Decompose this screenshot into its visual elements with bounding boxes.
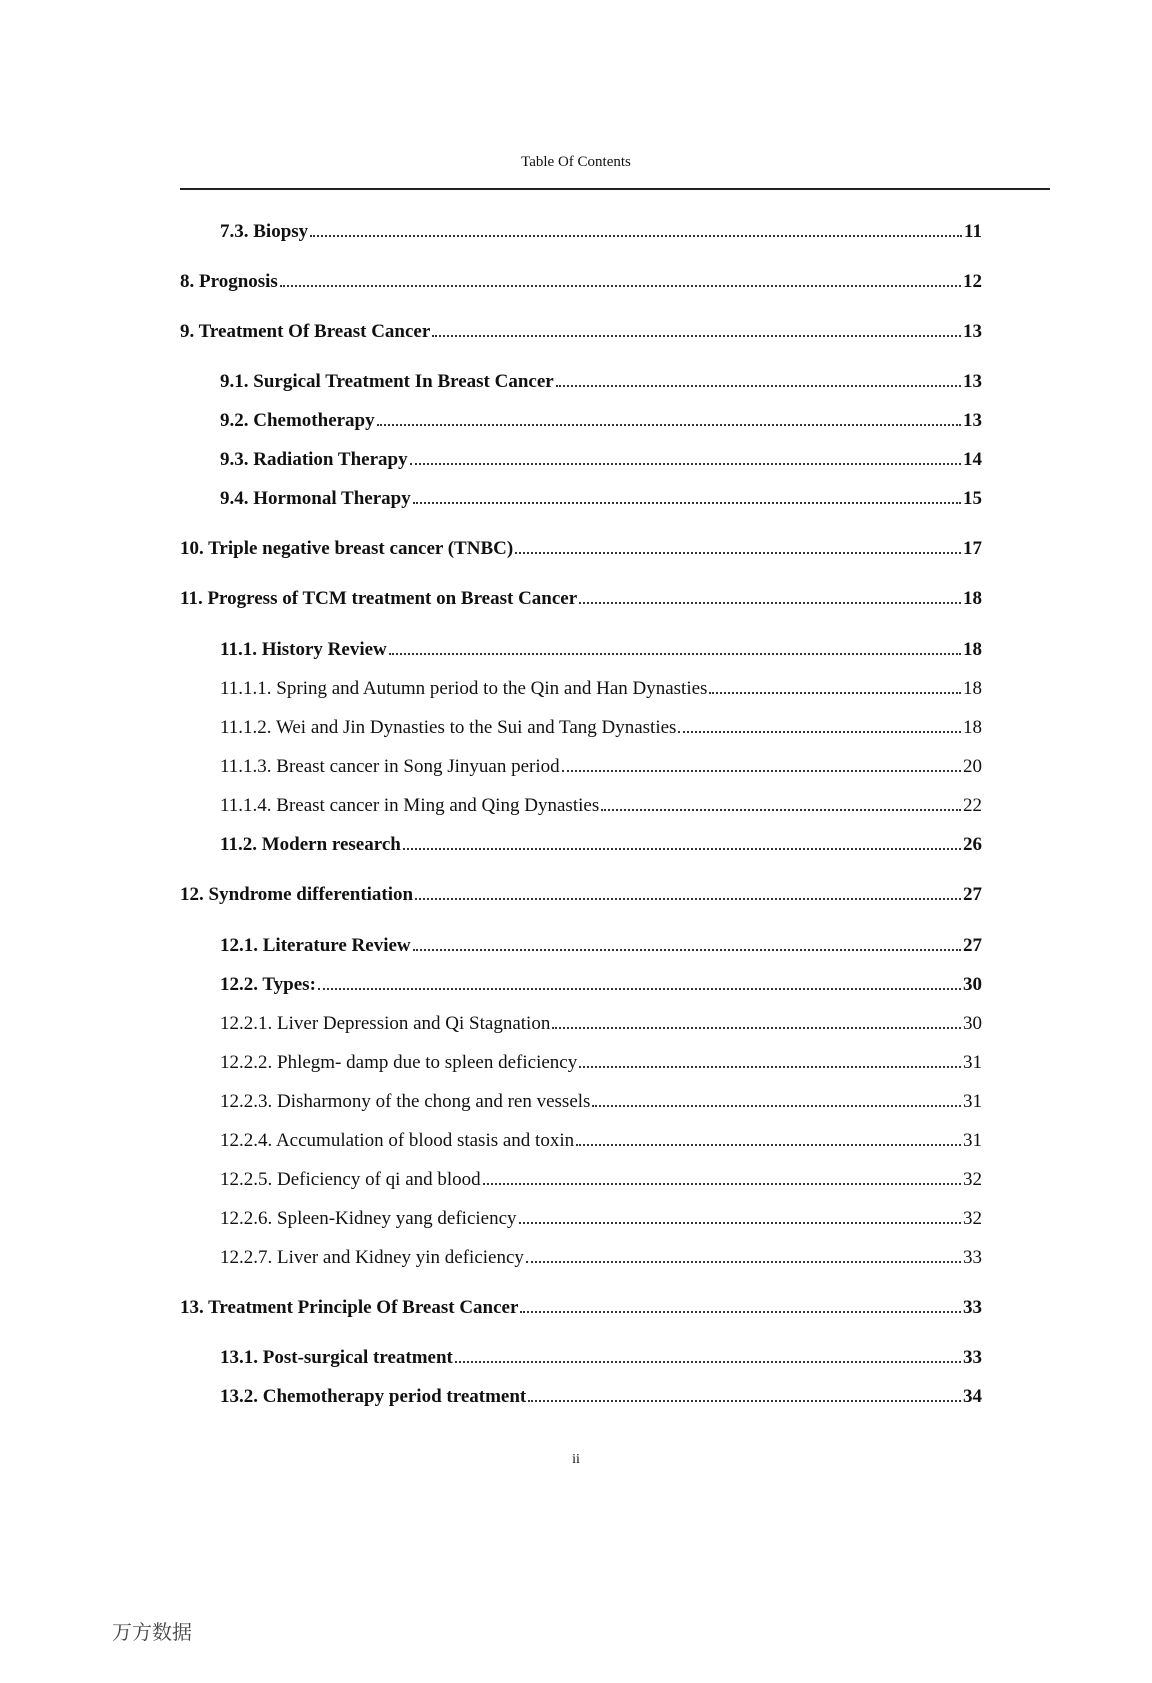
toc-entry-page: 33 xyxy=(963,1347,982,1368)
toc-entry[interactable] xyxy=(220,755,982,779)
dot-leader xyxy=(601,809,961,811)
dot-leader xyxy=(552,1027,961,1029)
toc-entry[interactable] xyxy=(220,1129,982,1153)
toc-entry-page: 18 xyxy=(963,717,982,738)
toc-entry[interactable] xyxy=(220,973,982,997)
dot-leader xyxy=(403,848,961,850)
toc-entry-label: 12.2. Types: xyxy=(220,974,316,995)
toc-entry-label: 9.3. Radiation Therapy xyxy=(220,449,408,470)
dot-leader xyxy=(528,1400,961,1402)
dot-leader xyxy=(413,949,961,951)
toc-entry-label: 12.2.1. Liver Depression and Qi Stagnation xyxy=(220,1013,551,1034)
toc-entry[interactable] xyxy=(220,934,982,958)
toc-entry[interactable] xyxy=(220,370,982,394)
toc-entry-label: 7.3. Biopsy xyxy=(220,221,309,242)
toc-entry-label: 13.2. Chemotherapy period treatment xyxy=(220,1386,527,1407)
toc-entry-page: 34 xyxy=(963,1386,982,1407)
dot-leader xyxy=(519,1222,961,1224)
dot-leader xyxy=(526,1261,961,1263)
toc-entry[interactable] xyxy=(180,537,982,561)
toc-entry-label: 13.1. Post-surgical treatment xyxy=(220,1347,453,1368)
toc-entry-label: 11.1.1. Spring and Autumn period to the Qin and Han Dynasties xyxy=(220,678,708,699)
toc-entry-page: 22 xyxy=(963,795,982,816)
toc-entry[interactable] xyxy=(220,1346,982,1370)
toc-entry[interactable] xyxy=(220,1385,982,1409)
toc-entry-page: 32 xyxy=(963,1208,982,1229)
toc-entry-page: 27 xyxy=(963,935,982,956)
toc-entry-page: 32 xyxy=(963,1169,982,1190)
toc-entry[interactable] xyxy=(220,794,982,818)
header-divider xyxy=(180,188,1050,190)
toc-entry-page: 15 xyxy=(963,488,982,509)
toc-entry-page: 27 xyxy=(963,884,982,905)
toc-entry-label: 11. Progress of TCM treatment on Breast Cancer xyxy=(180,588,578,609)
toc-entry-label: 9. Treatment Of Breast Cancer xyxy=(180,321,431,342)
toc-entry[interactable] xyxy=(220,487,982,511)
dot-leader xyxy=(413,502,961,504)
dot-leader xyxy=(556,385,961,387)
dot-leader xyxy=(709,692,961,694)
toc-entry-page: 31 xyxy=(963,1052,982,1073)
toc-entry[interactable] xyxy=(180,270,982,294)
toc-entry-label: 12.2.5. Deficiency of qi and blood xyxy=(220,1169,481,1190)
toc-entry-page: 18 xyxy=(963,588,982,609)
watermark-text: 万方数据 xyxy=(112,1620,192,1644)
dot-leader xyxy=(678,731,961,733)
toc-entry-page: 26 xyxy=(963,834,982,855)
toc-entry[interactable] xyxy=(180,883,982,907)
toc-entry[interactable] xyxy=(180,1296,982,1320)
toc-entry-label: 10. Triple negative breast cancer (TNBC) xyxy=(180,538,514,559)
dot-leader xyxy=(389,653,961,655)
toc-entry-label: 12.2.6. Spleen-Kidney yang deficiency xyxy=(220,1208,517,1229)
dot-leader xyxy=(579,602,961,604)
toc-entry-page: 17 xyxy=(963,538,982,559)
toc-entry[interactable] xyxy=(220,1246,982,1270)
toc-entry[interactable] xyxy=(220,1207,982,1231)
dot-leader xyxy=(432,335,961,337)
dot-leader xyxy=(576,1144,961,1146)
toc-entry[interactable] xyxy=(220,833,982,857)
dot-leader xyxy=(515,552,961,554)
toc-entry-page: 14 xyxy=(963,449,982,470)
toc-entry-label: 12.2.7. Liver and Kidney yin deficiency xyxy=(220,1247,524,1268)
dot-leader xyxy=(318,988,961,990)
toc-entry-page: 30 xyxy=(963,974,982,995)
toc-entry-page: 30 xyxy=(963,1013,982,1034)
toc-entry-label: 12.1. Literature Review xyxy=(220,935,411,956)
toc-entry[interactable] xyxy=(220,448,982,472)
toc-entry[interactable] xyxy=(220,638,982,662)
dot-leader xyxy=(377,424,961,426)
toc-entry-label: 9.2. Chemotherapy xyxy=(220,410,375,431)
toc-entry-page: 13 xyxy=(963,371,982,392)
toc-entry[interactable] xyxy=(220,1051,982,1075)
toc-entry-label: 9.4. Hormonal Therapy xyxy=(220,488,411,509)
toc-entry-label: 8. Prognosis xyxy=(180,271,278,292)
dot-leader xyxy=(562,770,961,772)
toc-entry-page: 33 xyxy=(963,1247,982,1268)
toc-entry-page: 13 xyxy=(963,321,982,342)
dot-leader xyxy=(592,1105,961,1107)
toc-entry-label: 11.1.4. Breast cancer in Ming and Qing Dynasties xyxy=(220,795,600,816)
toc-entry[interactable] xyxy=(220,1090,982,1114)
toc-entry-label: 9.1. Surgical Treatment In Breast Cancer xyxy=(220,371,554,392)
toc-entry[interactable] xyxy=(220,409,982,433)
toc-entry[interactable] xyxy=(220,1168,982,1192)
toc-entry-page: 18 xyxy=(963,639,982,660)
toc-entry-label: 11.2. Modern research xyxy=(220,834,401,855)
page-header-title: Table Of Contents xyxy=(521,154,631,170)
toc-entry-page: 12 xyxy=(963,271,982,292)
toc-entry-label: 11.1.2. Wei and Jin Dynasties to the Sui and Tang Dynasties xyxy=(220,717,677,738)
toc-entry[interactable] xyxy=(180,320,982,344)
dot-leader xyxy=(579,1066,961,1068)
toc-entry-label: 11.1. History Review xyxy=(220,639,387,660)
toc-entry-page: 33 xyxy=(963,1297,982,1318)
toc-entry[interactable] xyxy=(220,716,982,740)
dot-leader xyxy=(280,285,961,287)
dot-leader xyxy=(483,1183,961,1185)
toc-entry-label: 12. Syndrome differentiation xyxy=(180,884,414,905)
toc-entry-page: 31 xyxy=(963,1130,982,1151)
toc-entry[interactable] xyxy=(220,1012,982,1036)
toc-entry-label: 13. Treatment Principle Of Breast Cancer xyxy=(180,1297,519,1318)
toc-entry-page: 20 xyxy=(963,756,982,777)
toc-entry[interactable] xyxy=(220,677,982,701)
toc-entry-label: 12.2.3. Disharmony of the chong and ren vessels xyxy=(220,1091,591,1112)
dot-leader xyxy=(520,1311,961,1313)
toc-entry-label: 12.2.4. Accumulation of blood stasis and toxin xyxy=(220,1130,575,1151)
toc-entry-page: 13 xyxy=(963,410,982,431)
dot-leader xyxy=(310,235,962,237)
toc-entry[interactable] xyxy=(220,220,982,244)
toc-entry-label: 11.1.3. Breast cancer in Song Jinyuan period xyxy=(220,756,560,777)
toc-entry[interactable] xyxy=(180,587,982,611)
toc-entry-page: 18 xyxy=(963,678,982,699)
dot-leader xyxy=(455,1361,961,1363)
toc-entry-label: 12.2.2. Phlegm- damp due to spleen deficiency xyxy=(220,1052,578,1073)
toc-entry-page: 31 xyxy=(963,1091,982,1112)
dot-leader xyxy=(415,898,961,900)
page-number: ii xyxy=(572,1452,580,1467)
toc-entry-page: 11 xyxy=(964,221,982,242)
dot-leader xyxy=(410,463,961,465)
